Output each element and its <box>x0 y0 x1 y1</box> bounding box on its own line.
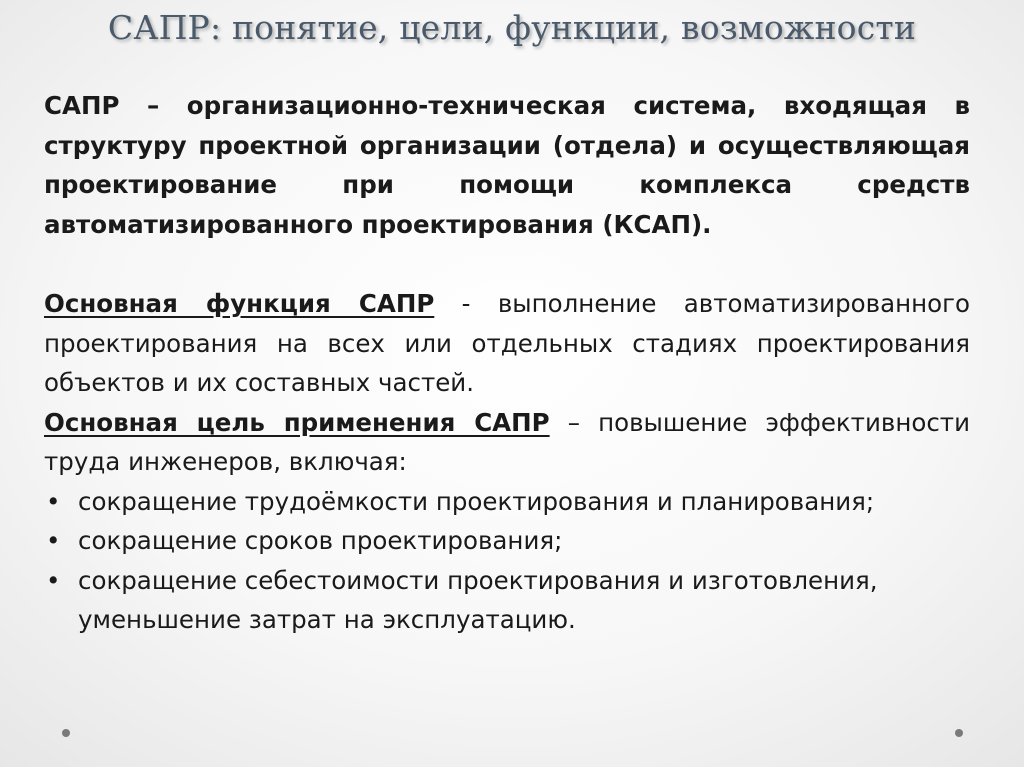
list-item <box>44 482 970 522</box>
goal-paragraph <box>44 403 970 482</box>
goal-bullet-list <box>44 482 970 640</box>
slide-content <box>44 86 970 640</box>
goal-term: Основная цель применения САПР <box>44 407 550 437</box>
goal-text: – повышение эффективности труда инженеров, включая: <box>44 407 970 476</box>
slide-title: САПР: понятие, цели, функции, возможности <box>107 8 917 47</box>
list-item <box>44 521 970 561</box>
function-paragraph <box>44 284 970 403</box>
next-slide-dot-icon[interactable] <box>955 729 963 737</box>
bullet-icon: • <box>46 565 61 595</box>
previous-slide-dot-icon[interactable] <box>62 729 70 737</box>
function-term: Основная функция САПР <box>44 289 435 318</box>
function-text: - выполнение автоматизированного проектирования на всех или отдельных стадиях проектирования объектов и их составных частей. <box>44 289 970 397</box>
bullet-icon: • <box>46 526 61 555</box>
list-item-text: сокращение себестоимости проектирования и изготовления, уменьшение затрат на эксплуатацию. <box>78 565 878 634</box>
list-item-text: сокращение трудоёмкости проектирования и планирования; <box>78 486 875 516</box>
definition-paragraph: САПР – организационно-техническая система, входящая в структуру проектной организации (отдела) и осуществляющая проектирование при помощи комплекса средств автоматизированного проектирования (КСАП). <box>44 91 970 239</box>
list-item-text: сокращение сроков проектирования; <box>78 526 563 555</box>
list-item <box>44 561 970 640</box>
paragraph-spacer <box>44 244 970 284</box>
bullet-icon: • <box>46 486 61 516</box>
